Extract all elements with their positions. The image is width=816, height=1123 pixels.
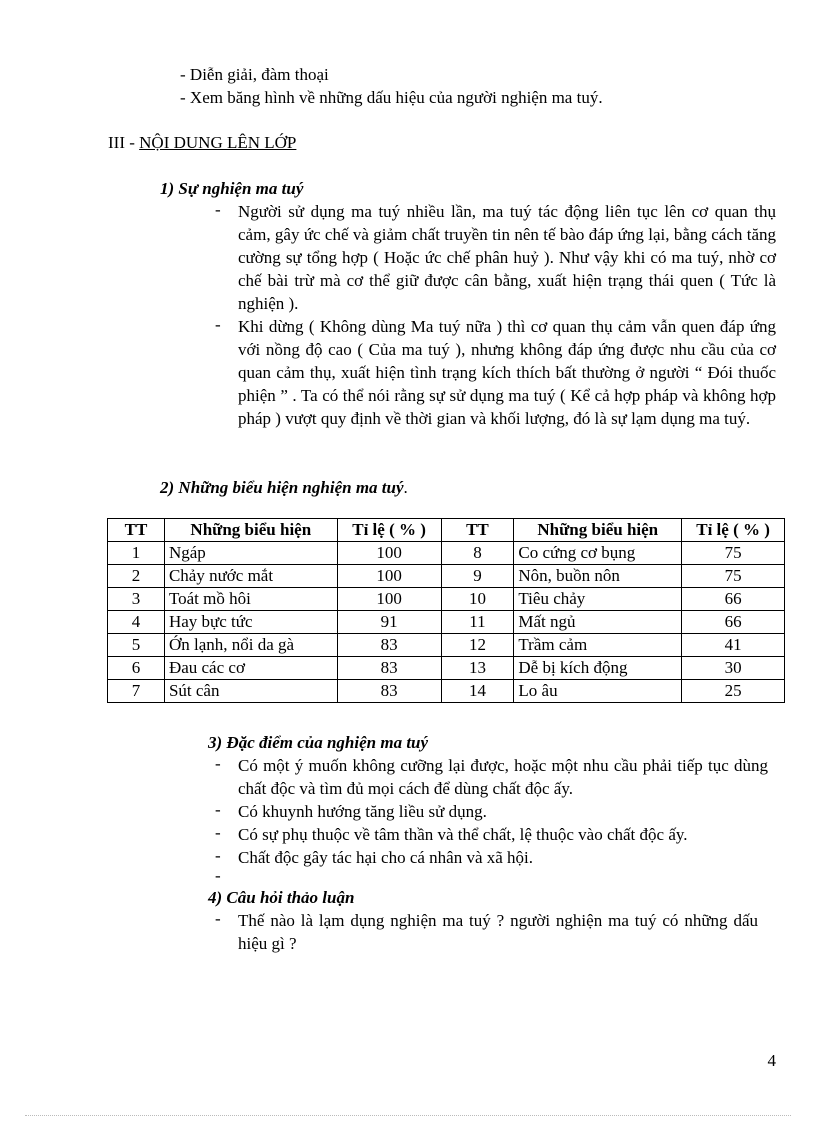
cell-symptom: Trầm cảm bbox=[514, 634, 682, 657]
bullet-marker: - bbox=[215, 800, 221, 819]
cell-symptom: Ớn lạnh, nổi da gà bbox=[164, 634, 337, 657]
table-row bbox=[108, 588, 785, 611]
cell-tt: 3 bbox=[108, 588, 165, 611]
cell-tt: 8 bbox=[441, 542, 514, 565]
cell-tt: 13 bbox=[441, 657, 514, 680]
bullet-marker: - bbox=[215, 823, 221, 842]
table-row bbox=[108, 565, 785, 588]
cell-rate: 100 bbox=[337, 542, 441, 565]
cell-symptom: Sút cân bbox=[164, 680, 337, 703]
sub1-paragraph-1: Người sử dụng ma tuý nhiều lần, ma tuý tác động liên tục lên cơ quan thụ cảm, gây ức chế và giảm chất truyền tin nên tế bào đáp ứng lại, bằng cách tăng cường sự tổng hợp ( Hoặc ức chế phân huỷ ). Như vậy khi có ma tuý, nhờ cơ chế bài trừ mà cơ thể giữ được cân bằng, xuất hiện trạng thái quen ( Tức là nghiện ). bbox=[238, 202, 776, 313]
cell-tt: 4 bbox=[108, 611, 165, 634]
cell-rate: 91 bbox=[337, 611, 441, 634]
cell-tt: 9 bbox=[441, 565, 514, 588]
cell-symptom: Mất ngủ bbox=[514, 611, 682, 634]
header-symptom: Những biểu hiện bbox=[514, 519, 682, 542]
table-body bbox=[108, 542, 785, 703]
subheading-2-suffix: . bbox=[403, 478, 408, 497]
cell-tt: 10 bbox=[441, 588, 514, 611]
cell-tt: 7 bbox=[108, 680, 165, 703]
bullet-marker: - bbox=[215, 315, 221, 334]
header-rate: Tỉ lệ ( % ) bbox=[682, 519, 785, 542]
cell-rate: 25 bbox=[682, 680, 785, 703]
cell-rate: 66 bbox=[682, 588, 785, 611]
cell-tt: 1 bbox=[108, 542, 165, 565]
cell-symptom: Chảy nước mắt bbox=[164, 565, 337, 588]
cell-symptom: Nôn, buồn nôn bbox=[514, 565, 682, 588]
header-symptom: Những biểu hiện bbox=[164, 519, 337, 542]
cell-rate: 41 bbox=[682, 634, 785, 657]
bullet-marker: - bbox=[215, 909, 221, 928]
bullet-marker: - bbox=[215, 846, 221, 865]
header-tt: TT bbox=[441, 519, 514, 542]
sub4-paragraph-1: Thế nào là lạm dụng nghiện ma tuý ? người nghiện ma tuý có những dấu hiệu gì ? bbox=[238, 911, 758, 953]
cell-rate: 75 bbox=[682, 542, 785, 565]
sub3-paragraph-3: Có sự phụ thuộc về tâm thần và thể chất, lệ thuộc vào chất độc ấy. bbox=[238, 825, 688, 844]
bullet-marker: - bbox=[215, 754, 221, 773]
subheading-2-text: 2) Những biểu hiện nghiện ma tuý bbox=[160, 478, 404, 497]
cell-tt: 2 bbox=[108, 565, 165, 588]
section-title: NỘI DUNG LÊN LỚP bbox=[139, 133, 297, 152]
table-row bbox=[108, 680, 785, 703]
subheading-3: 3) Đặc điểm của nghiện ma tuý bbox=[208, 733, 429, 752]
subheading-4: 4) Câu hỏi thảo luận bbox=[208, 888, 355, 907]
cell-symptom: Co cứng cơ bụng bbox=[514, 542, 682, 565]
cell-symptom: Dễ bị kích động bbox=[514, 657, 682, 680]
cell-symptom: Tiêu chảy bbox=[514, 588, 682, 611]
subheading-2 bbox=[160, 476, 408, 499]
bullet-marker: - bbox=[215, 866, 221, 885]
cell-rate: 100 bbox=[337, 588, 441, 611]
cell-symptom: Đau các cơ bbox=[164, 657, 337, 680]
cell-rate: 75 bbox=[682, 565, 785, 588]
cell-tt: 6 bbox=[108, 657, 165, 680]
page-number: 4 bbox=[767, 1051, 776, 1070]
cell-symptom: Hay bực tức bbox=[164, 611, 337, 634]
cell-rate: 66 bbox=[682, 611, 785, 634]
cell-rate: 100 bbox=[337, 565, 441, 588]
sub3-paragraph-4: Chất độc gây tác hại cho cá nhân và xã hội. bbox=[238, 848, 534, 867]
intro-line-1: - Diễn giải, đàm thoại bbox=[180, 65, 329, 84]
sub3-paragraph-2: Có khuynh hướng tăng liều sử dụng. bbox=[238, 802, 487, 821]
cell-rate: 83 bbox=[337, 657, 441, 680]
sub3-paragraph-1: Có một ý muốn không cưỡng lại được, hoặc một nhu cầu phải tiếp tục dùng chất độc và tìm đủ mọi cách để dùng chất độc ấy. bbox=[238, 756, 768, 798]
table-row bbox=[108, 542, 785, 565]
section-prefix: III - bbox=[108, 133, 135, 152]
header-rate: Tỉ lệ ( % ) bbox=[337, 519, 441, 542]
sub1-paragraph-2: Khi dừng ( Không dùng Ma tuý nữa ) thì cơ quan thụ cảm vẫn quen đáp ứng với nồng độ cao ( Của ma tuý ), nhưng không đáp ứng được nhu cầu của cơ quan cảm thụ, xuất hiện tình trạng kích thích bất thường ở người “ Đói thuốc phiện ” . Ta có thể nói rằng sự sử dụng ma tuý ( Kể cả hợp pháp và không hợp pháp ) vượt quy định về thời gian và khối lượng, đó là sự lạm dụng ma tuý. bbox=[238, 317, 776, 428]
cell-tt: 12 bbox=[441, 634, 514, 657]
cell-symptom: Toát mồ hôi bbox=[164, 588, 337, 611]
table-row bbox=[108, 657, 785, 680]
table-row bbox=[108, 634, 785, 657]
symptoms-table bbox=[107, 518, 785, 703]
cell-tt: 14 bbox=[441, 680, 514, 703]
table-header-row bbox=[108, 519, 785, 542]
cell-rate: 83 bbox=[337, 680, 441, 703]
bullet-marker: - bbox=[215, 200, 221, 219]
intro-line-2: - Xem băng hình về những dấu hiệu của người nghiện ma tuý. bbox=[180, 88, 603, 107]
cell-tt: 5 bbox=[108, 634, 165, 657]
section-heading bbox=[108, 131, 296, 154]
cell-rate: 83 bbox=[337, 634, 441, 657]
table-row bbox=[108, 611, 785, 634]
cell-symptom: Ngáp bbox=[164, 542, 337, 565]
page-bottom-divider bbox=[25, 1115, 791, 1116]
cell-rate: 30 bbox=[682, 657, 785, 680]
cell-tt: 11 bbox=[441, 611, 514, 634]
cell-symptom: Lo âu bbox=[514, 680, 682, 703]
subheading-1: 1) Sự nghiện ma tuý bbox=[160, 179, 304, 198]
header-tt: TT bbox=[108, 519, 165, 542]
